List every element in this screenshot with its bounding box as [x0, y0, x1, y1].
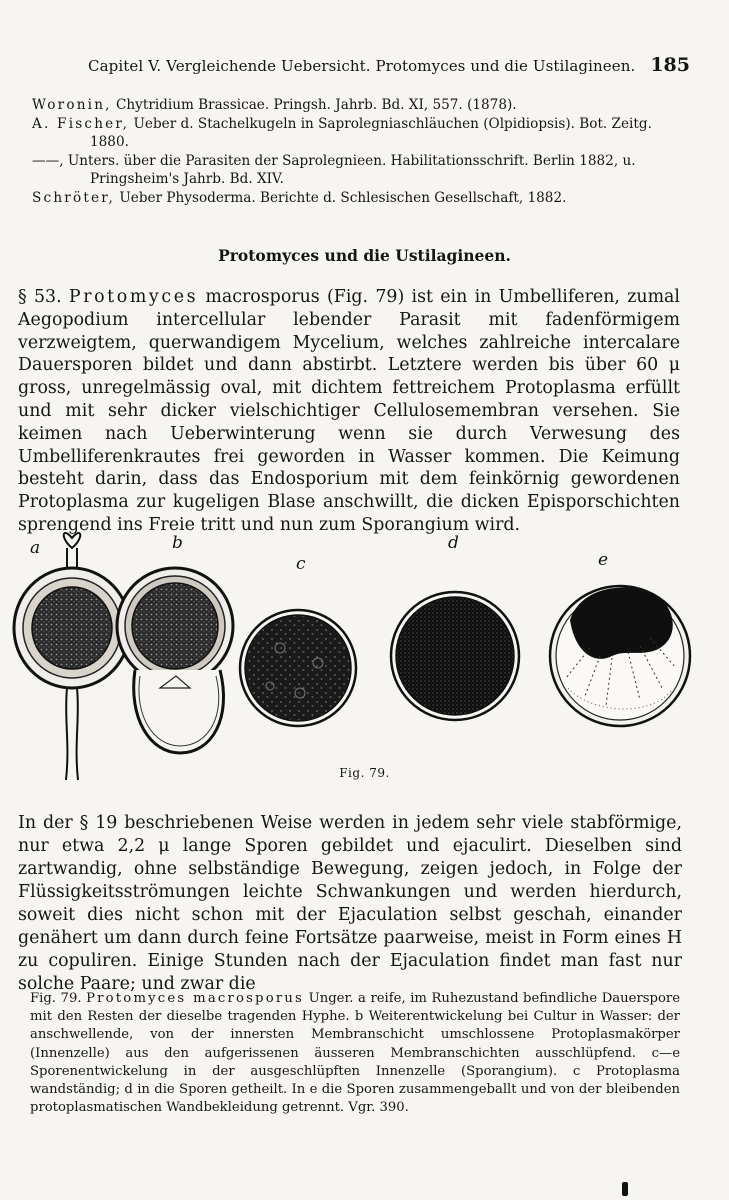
paragraph-prefix: § 53. [18, 287, 69, 307]
body-paragraph [18, 286, 680, 537]
figure-part-a [14, 533, 130, 780]
reference-item [32, 115, 682, 152]
reference-text: Ueber d. Stachelkugeln in Saprolegniaschläuchen (Olpidiopsis). Bot. Zeitg. [129, 115, 652, 132]
figure-79 [0, 528, 729, 786]
reference-author: —— [32, 152, 60, 169]
reference-author: Woronin, [32, 97, 112, 113]
reference-author: A. Fischer, [32, 115, 130, 132]
reference-item [32, 96, 682, 115]
figure-letter-e: e [598, 550, 609, 570]
figure-part-d [391, 592, 519, 720]
caption-species: Protomyces macrosporus [86, 991, 305, 1006]
figure-letter-d: d [448, 533, 459, 553]
caption-prefix: Fig. 79. [30, 991, 87, 1006]
figure-letter-b: b [172, 533, 183, 553]
figure-illustration [0, 528, 729, 786]
figure-part-b [117, 568, 233, 753]
figure-part-e [550, 586, 690, 726]
running-head [40, 54, 690, 82]
body-paragraph: In der § 19 beschriebenen Weise werden in jedem sehr viele stabförmige, nur etwa 2,2 μ lange Sporen gebildet und ejaculirt. Dieselben sind zartwandig, ohne selbständige Bewegung, zeigen jedoch, in Folge der Flüssigkeitsströmungen leichte Schwankungen und werden hierdurch, soweit dies nicht schon mit der Ejaculation selbst geschah, einander genähert um dann durch feine Fortsätze paarweise, meist in Form eines H zu copuliren. Einige Stunden nach der Ejaculation findet man fast nur solche Paare; und zwar die [18, 813, 682, 994]
reference-author: Schröter, [32, 189, 115, 206]
reference-item [32, 189, 682, 208]
reference-item [32, 152, 682, 189]
caption-text: Unger. a reife, im Ruhezustand befindliche Dauerspore mit den Resten der dieselbe tragenden Hyphe. b Weiterentwickelung bei Cultur in Wasser: der anschwellende, von der innersten Membranschicht umschlossene Protoplasmakörper (Innenzelle) aus den aufgerissenen äusseren Membranschichten ausschlüpfend. c—e Sporenentwickelung in der ausgeschlüpften Innenzelle (Sporangium). c Protoplasma wandständig; d in die Sporen getheilt. In e die Sporen zusammengeballt und von der bleibenden protoplasmatischen Wandbekleidung getrennt. Vgr. 390. [30, 991, 681, 1116]
figure-part-c [240, 610, 356, 726]
reference-text: Chytridium Brassicae. Pringsh. Jahrb. Bd. XI, 557. (1878). [111, 97, 517, 113]
figure-caption [30, 990, 680, 1117]
figure-label: Fig. 79. [339, 766, 390, 780]
reference-text: , Unters. über die Parasiten der Saprolegnieen. Habilitationsschrift. Berlin 1882, u. [59, 152, 636, 169]
paragraph-text: macrosporus (Fig. 79) ist ein in Umbelliferen, zumal Aegopodium intercellular lebender Parasit mit fadenförmigem verzweigtem, querwandigem Mycelium, welches zahlreiche intercalare Dauersporen bildet und dann abstirbt. Letztere werden bis über 60 μ gross, unregelmässig oval, mit dichtem fettreichem Protoplasma erfüllt und mit sehr dicker vielschichtiger Cellulosemembran versehen. Sie keimen nach Ueberwinterung wenn sie durch Verwesung des Umbelliferenkrautes frei geworden in Wasser kommen. Die Keimung besteht darin, dass das Endosporium mit dem feinkörnig gewordenen Protoplasma zur kugeligen Blase anschwillt, die dicken Episporschichten sprengend ins Freie tritt und nun zum Sporangium wird. [18, 287, 680, 535]
reference-text: Ueber Physoderma. Berichte d. Schlesischen Gesellschaft, 1882. [115, 189, 567, 206]
figure-letter-a: a [30, 538, 41, 558]
running-title: Capitel V. Vergleichende Uebersicht. Protomyces und die Ustilagineen. [88, 57, 636, 75]
print-mark [622, 1182, 628, 1196]
section-title: Protomyces und die Ustilagineen. [218, 246, 511, 265]
genus-name: Protomyces [68, 287, 199, 307]
figure-letter-c: c [296, 554, 306, 574]
page-number: 185 [650, 54, 690, 76]
reference-continuation: Pringsheim's Jahrb. Bd. XIV. [90, 171, 284, 188]
reference-continuation: 1880. [90, 134, 129, 151]
reference-list [32, 96, 682, 208]
